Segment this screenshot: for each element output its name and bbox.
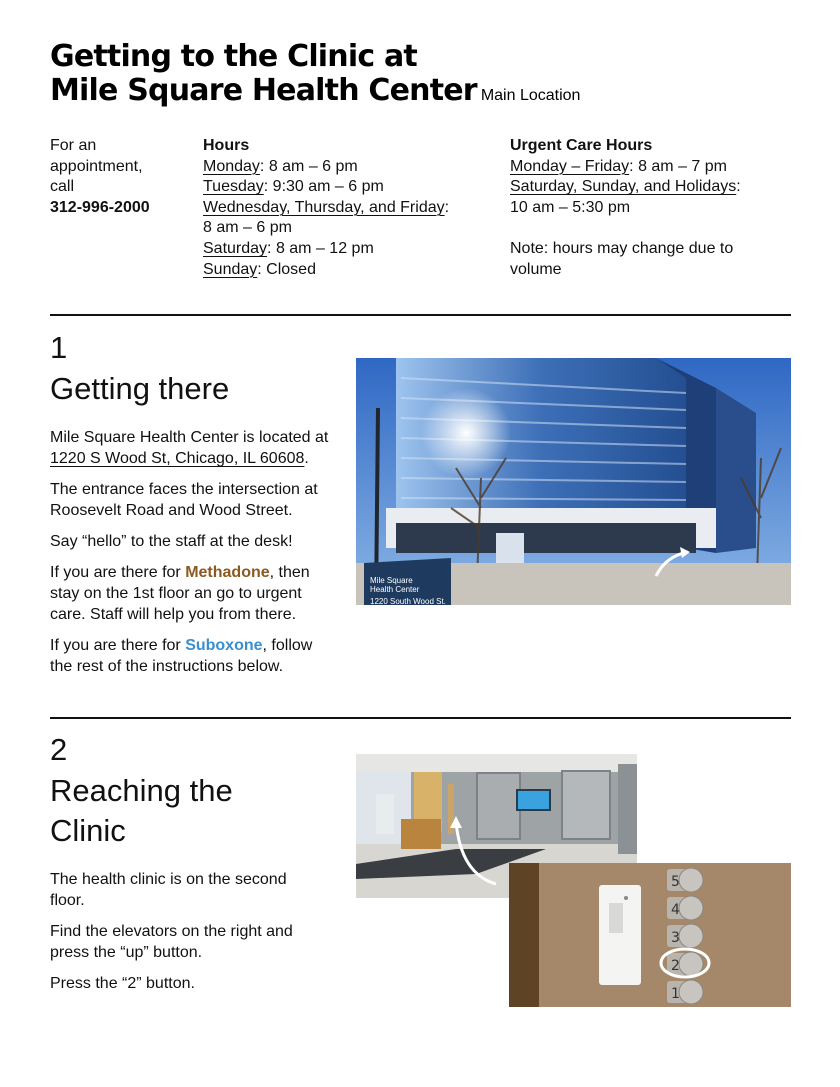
section-divider [50, 717, 791, 719]
page-title [50, 40, 580, 113]
step1-body [50, 427, 335, 687]
step2-body [50, 869, 320, 1004]
hours-row: 8 am – 6 pm [203, 219, 292, 237]
greeting-paragraph: Say “hello” to the staff at the desk! [50, 533, 293, 550]
hours-section [203, 136, 493, 280]
button-5: 5 [671, 874, 680, 890]
phone-number[interactable]: 312-996-2000 [50, 198, 150, 216]
button-2: 2 [671, 958, 680, 974]
sign-text-1: Mile Square [370, 576, 413, 585]
title-line-2: Mile Square Health Center [50, 73, 477, 108]
hours-row: Monday: 8 am – 6 pm [203, 157, 358, 175]
urgent-care-heading: Urgent Care Hours [510, 137, 653, 154]
hours-heading: Hours [203, 137, 250, 154]
methadone-paragraph: If you are there for Methadone, then stay on the 1st floor an go to urgent care. Staff will help you from there. [50, 564, 310, 623]
step-number: 1 [50, 330, 68, 365]
button-3: 3 [671, 930, 680, 946]
title-line-1: Getting to the Clinic at [50, 39, 417, 74]
urgent-care-row: Monday – Friday: 8 am – 7 pm [510, 157, 727, 175]
step-number: 2 [50, 732, 68, 767]
elevator-paragraph: Find the elevators on the right and press the “up” button. [50, 923, 293, 961]
hours-note: Note: hours may change due to volume [510, 239, 734, 278]
sign-text-2: Health Center [370, 585, 420, 594]
appointment-text-2: appointment, [50, 157, 143, 175]
methadone-label: Methadone [185, 564, 270, 581]
building-photo [356, 358, 791, 605]
button-4: 4 [671, 902, 680, 918]
sign-text-3: 1220 South Wood St. [370, 597, 446, 605]
appointment-text-1: For an [50, 137, 97, 154]
hours-row: Sunday: Closed [203, 260, 316, 278]
elevator-buttons [667, 868, 703, 1004]
urgent-care-row: 10 am – 5:30 pm [510, 198, 631, 216]
entrance-paragraph: The entrance faces the intersection at Roosevelt Road and Wood Street. [50, 481, 318, 519]
appointment-text-3: call [50, 178, 75, 196]
button-paragraph: Press the “2” button. [50, 975, 195, 992]
elevator-panel-photo [509, 863, 791, 1007]
step-heading: Reaching the Clinic [50, 773, 233, 848]
elevator-panel-illustration [509, 863, 791, 1007]
button-1: 1 [671, 986, 680, 1002]
hours-row: Wednesday, Thursday, and Friday: [203, 198, 450, 216]
step-heading: Getting there [50, 371, 230, 406]
appointment-info [50, 136, 190, 218]
floor-paragraph: The health clinic is on the second floor. [50, 871, 287, 909]
urgent-care-row: Saturday, Sunday, and Holidays: [510, 178, 741, 196]
page-subtitle: Main Location [480, 87, 581, 104]
hours-row: Tuesday: 9:30 am – 6 pm [203, 178, 384, 196]
urgent-care-section [510, 136, 780, 280]
suboxone-paragraph: If you are there for Suboxone, follow the rest of the instructions below. [50, 637, 313, 675]
hours-row: Saturday: 8 am – 12 pm [203, 239, 374, 257]
location-paragraph: Mile Square Health Center is located at 1220 S Wood St, Chicago, IL 60608. [50, 429, 329, 467]
section-divider [50, 314, 791, 316]
suboxone-label: Suboxone [185, 637, 263, 654]
building-illustration [356, 358, 791, 605]
address-link[interactable]: 1220 S Wood St, Chicago, IL 60608 [50, 450, 305, 467]
